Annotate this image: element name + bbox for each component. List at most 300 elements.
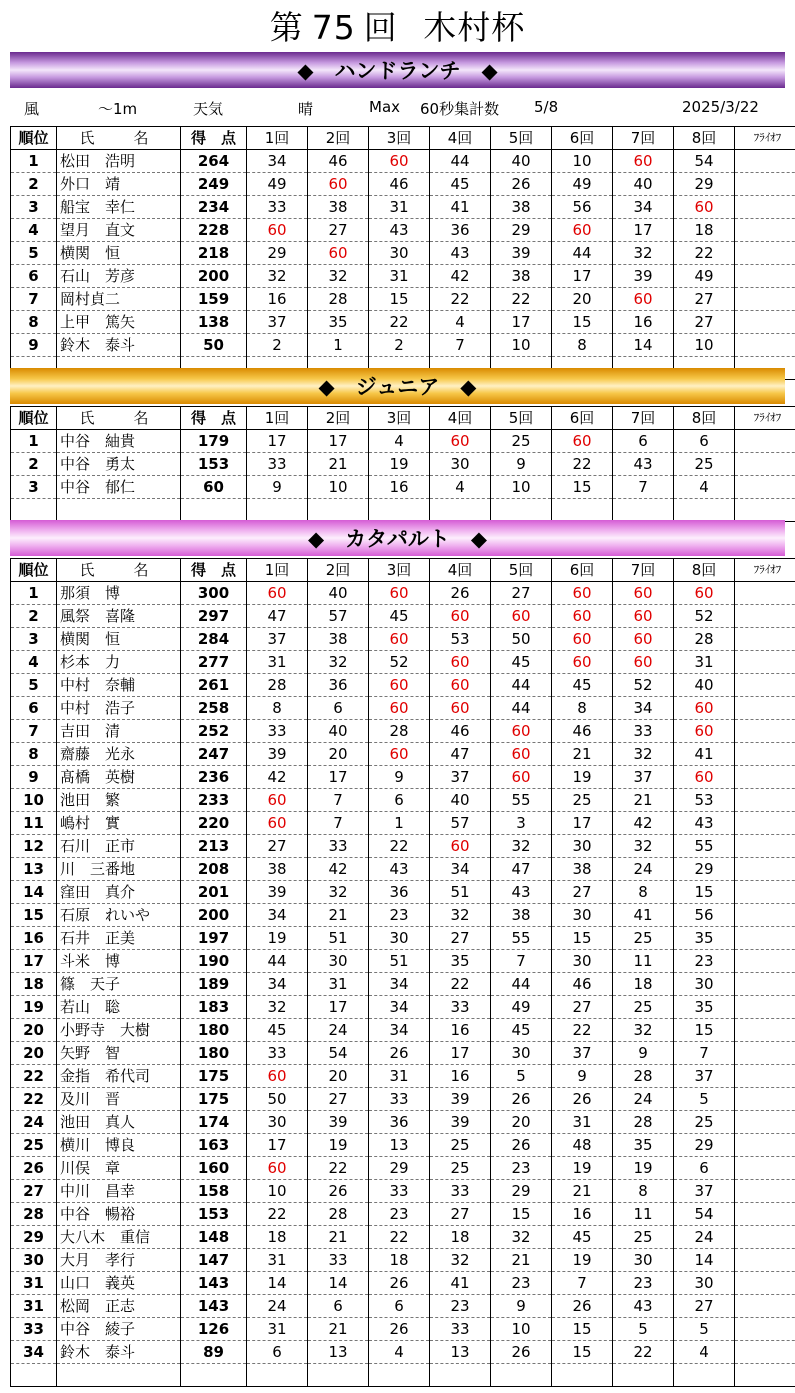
round-cell: 60 bbox=[674, 697, 735, 720]
round-cell: 60 bbox=[552, 651, 613, 674]
round-cell: 5 bbox=[613, 1318, 674, 1341]
flyoff-cell bbox=[735, 150, 795, 173]
flyoff-cell bbox=[735, 1019, 795, 1042]
round-cell: 10 bbox=[491, 334, 552, 357]
weather-label: 天気 bbox=[193, 100, 224, 118]
score-cell: 264 bbox=[181, 150, 247, 173]
name-cell: 外口 靖 bbox=[57, 173, 181, 196]
flyoff-cell bbox=[735, 430, 795, 453]
round-cell: 27 bbox=[430, 1203, 491, 1226]
name-cell: 中谷 郁仁 bbox=[57, 476, 181, 499]
round-cell: 17 bbox=[308, 766, 369, 789]
round-cell: 44 bbox=[430, 150, 491, 173]
round-cell: 39 bbox=[613, 265, 674, 288]
round-cell: 10 bbox=[247, 1180, 308, 1203]
round-cell: 24 bbox=[674, 1226, 735, 1249]
round-cell: 60 bbox=[369, 150, 430, 173]
name-cell: 矢野 智 bbox=[57, 1042, 181, 1065]
table-row bbox=[11, 1272, 795, 1295]
table-row bbox=[11, 1065, 795, 1088]
table-row bbox=[11, 789, 795, 812]
round-cell: 33 bbox=[247, 1042, 308, 1065]
flyoff-cell bbox=[735, 950, 795, 973]
flyoff-cell bbox=[735, 904, 795, 927]
round-cell: 1 bbox=[369, 812, 430, 835]
round-cell: 21 bbox=[552, 1180, 613, 1203]
flyoff-cell bbox=[735, 288, 795, 311]
header-round-8: 8回 bbox=[674, 407, 735, 430]
round-cell: 15 bbox=[552, 1341, 613, 1364]
table-row bbox=[11, 973, 795, 996]
score-cell: 148 bbox=[181, 1226, 247, 1249]
table-row bbox=[11, 1019, 795, 1042]
round-cell: 31 bbox=[369, 196, 430, 219]
flyoff-cell bbox=[735, 674, 795, 697]
name-cell: 横関 恒 bbox=[57, 628, 181, 651]
round-cell bbox=[430, 1364, 491, 1387]
round-cell: 9 bbox=[552, 1065, 613, 1088]
round-cell: 55 bbox=[674, 835, 735, 858]
table-row bbox=[11, 311, 795, 334]
rank-cell: 1 bbox=[11, 150, 57, 173]
round-cell: 34 bbox=[247, 150, 308, 173]
round-cell bbox=[247, 499, 308, 522]
round-cell: 26 bbox=[491, 1134, 552, 1157]
round-cell: 26 bbox=[491, 1341, 552, 1364]
score-cell: 153 bbox=[181, 1203, 247, 1226]
round-cell: 16 bbox=[430, 1065, 491, 1088]
round-cell: 44 bbox=[491, 973, 552, 996]
round-cell: 6 bbox=[308, 697, 369, 720]
round-cell: 60 bbox=[613, 628, 674, 651]
round-cell: 52 bbox=[613, 674, 674, 697]
round-cell: 34 bbox=[369, 1019, 430, 1042]
table-row bbox=[11, 499, 795, 522]
name-cell: 池田 繁 bbox=[57, 789, 181, 812]
score-cell bbox=[181, 499, 247, 522]
flyoff-cell bbox=[735, 1088, 795, 1111]
name-cell: 横川 博良 bbox=[57, 1134, 181, 1157]
round-cell: 10 bbox=[491, 1318, 552, 1341]
rank-cell: 2 bbox=[11, 173, 57, 196]
round-cell: 30 bbox=[674, 973, 735, 996]
round-cell: 33 bbox=[308, 835, 369, 858]
round-cell: 26 bbox=[430, 582, 491, 605]
round-cell: 45 bbox=[491, 651, 552, 674]
score-cell: 297 bbox=[181, 605, 247, 628]
round-cell: 25 bbox=[613, 1226, 674, 1249]
round-cell: 30 bbox=[308, 950, 369, 973]
round-cell: 51 bbox=[430, 881, 491, 904]
round-cell: 53 bbox=[674, 789, 735, 812]
round-cell: 32 bbox=[491, 835, 552, 858]
round-cell: 16 bbox=[247, 288, 308, 311]
round-cell: 33 bbox=[308, 1249, 369, 1272]
round-cell: 32 bbox=[430, 1249, 491, 1272]
round-cell: 17 bbox=[430, 1042, 491, 1065]
round-cell: 7 bbox=[491, 950, 552, 973]
round-cell: 30 bbox=[430, 453, 491, 476]
rank-cell: 31 bbox=[11, 1295, 57, 1318]
score-cell: 50 bbox=[181, 334, 247, 357]
round-cell: 17 bbox=[613, 219, 674, 242]
round-cell: 34 bbox=[369, 996, 430, 1019]
rank-cell: 8 bbox=[11, 311, 57, 334]
round-cell: 8 bbox=[613, 881, 674, 904]
round-cell: 27 bbox=[247, 835, 308, 858]
name-cell: 川 三番地 bbox=[57, 858, 181, 881]
round-cell: 31 bbox=[247, 1318, 308, 1341]
round-cell bbox=[308, 1364, 369, 1387]
round-cell: 21 bbox=[613, 789, 674, 812]
round-cell: 28 bbox=[674, 628, 735, 651]
round-cell: 30 bbox=[552, 950, 613, 973]
round-cell: 40 bbox=[674, 674, 735, 697]
round-cell: 34 bbox=[613, 697, 674, 720]
round-cell: 19 bbox=[552, 766, 613, 789]
table-row bbox=[11, 1249, 795, 1272]
table-row bbox=[11, 1203, 795, 1226]
round-cell bbox=[247, 1364, 308, 1387]
round-cell: 38 bbox=[491, 265, 552, 288]
score-cell: 163 bbox=[181, 1134, 247, 1157]
round-cell: 32 bbox=[491, 1226, 552, 1249]
round-cell: 60 bbox=[369, 674, 430, 697]
flyoff-cell bbox=[735, 651, 795, 674]
round-cell: 7 bbox=[430, 334, 491, 357]
round-cell: 60 bbox=[613, 582, 674, 605]
round-cell: 60 bbox=[430, 651, 491, 674]
round-cell: 35 bbox=[674, 927, 735, 950]
round-cell: 40 bbox=[308, 720, 369, 743]
round-cell: 16 bbox=[369, 476, 430, 499]
flyoff-cell bbox=[735, 697, 795, 720]
flyoff-cell bbox=[735, 1249, 795, 1272]
header-round-1: 1回 bbox=[247, 407, 308, 430]
score-cell: 200 bbox=[181, 265, 247, 288]
rank-cell: 2 bbox=[11, 605, 57, 628]
name-cell: 石井 正美 bbox=[57, 927, 181, 950]
round-cell: 29 bbox=[674, 858, 735, 881]
flyoff-cell bbox=[735, 453, 795, 476]
round-cell: 29 bbox=[674, 173, 735, 196]
round-cell: 29 bbox=[247, 242, 308, 265]
name-cell: 中谷 勇太 bbox=[57, 453, 181, 476]
round-cell: 35 bbox=[430, 950, 491, 973]
header-round-1: 1回 bbox=[247, 127, 308, 150]
round-cell: 33 bbox=[247, 720, 308, 743]
score-cell: 261 bbox=[181, 674, 247, 697]
round-cell bbox=[613, 1364, 674, 1387]
round-cell: 43 bbox=[369, 219, 430, 242]
round-cell: 32 bbox=[430, 904, 491, 927]
round-cell: 4 bbox=[369, 430, 430, 453]
round-cell: 10 bbox=[552, 150, 613, 173]
score-cell: 175 bbox=[181, 1088, 247, 1111]
name-cell: 杉本 力 bbox=[57, 651, 181, 674]
round-cell: 10 bbox=[491, 476, 552, 499]
round-cell: 60 bbox=[308, 173, 369, 196]
name-cell: 望月 直文 bbox=[57, 219, 181, 242]
round-cell: 6 bbox=[369, 1295, 430, 1318]
round-cell: 1 bbox=[308, 334, 369, 357]
name-cell: 松岡 正志 bbox=[57, 1295, 181, 1318]
round-cell: 15 bbox=[552, 927, 613, 950]
round-cell: 33 bbox=[369, 1088, 430, 1111]
rank-cell: 28 bbox=[11, 1203, 57, 1226]
rank-cell bbox=[11, 1364, 57, 1387]
rank-cell: 22 bbox=[11, 1065, 57, 1088]
round-cell: 60 bbox=[430, 835, 491, 858]
section-band-handlaunch bbox=[10, 52, 785, 88]
round-cell: 25 bbox=[430, 1157, 491, 1180]
name-cell: 松田 浩明 bbox=[57, 150, 181, 173]
round-cell: 9 bbox=[247, 476, 308, 499]
results-table-junior bbox=[10, 406, 795, 522]
score-cell: 147 bbox=[181, 1249, 247, 1272]
round-cell: 32 bbox=[308, 651, 369, 674]
round-cell: 22 bbox=[369, 1226, 430, 1249]
flyoff-cell bbox=[735, 881, 795, 904]
rank-cell: 4 bbox=[11, 219, 57, 242]
header-row bbox=[11, 559, 795, 582]
round-cell: 44 bbox=[552, 242, 613, 265]
round-cell: 49 bbox=[491, 996, 552, 1019]
round-cell: 39 bbox=[247, 881, 308, 904]
round-cell: 27 bbox=[674, 1295, 735, 1318]
round-cell: 42 bbox=[613, 812, 674, 835]
round-cell: 53 bbox=[430, 628, 491, 651]
table-row bbox=[11, 881, 795, 904]
header-flyoff: ﾌﾗｲｵﾌ bbox=[735, 127, 795, 150]
round-cell: 60 bbox=[491, 743, 552, 766]
flyoff-cell bbox=[735, 996, 795, 1019]
round-cell: 46 bbox=[552, 973, 613, 996]
round-cell: 26 bbox=[369, 1318, 430, 1341]
round-cell: 15 bbox=[369, 288, 430, 311]
round-cell: 13 bbox=[369, 1134, 430, 1157]
round-cell: 26 bbox=[491, 1088, 552, 1111]
table-row bbox=[11, 242, 795, 265]
flyoff-cell bbox=[735, 1203, 795, 1226]
header-round-8: 8回 bbox=[674, 127, 735, 150]
round-cell: 28 bbox=[308, 1203, 369, 1226]
round-cell: 60 bbox=[613, 651, 674, 674]
name-cell: 那須 博 bbox=[57, 582, 181, 605]
header-round-7: 7回 bbox=[613, 127, 674, 150]
score-cell: 236 bbox=[181, 766, 247, 789]
round-cell: 60 bbox=[430, 605, 491, 628]
round-cell: 43 bbox=[491, 881, 552, 904]
round-cell: 29 bbox=[491, 219, 552, 242]
round-cell: 21 bbox=[552, 743, 613, 766]
score-cell: 247 bbox=[181, 743, 247, 766]
round-cell: 45 bbox=[552, 674, 613, 697]
round-cell: 6 bbox=[369, 789, 430, 812]
round-cell: 38 bbox=[247, 858, 308, 881]
name-cell: 中谷 綾子 bbox=[57, 1318, 181, 1341]
round-cell: 24 bbox=[247, 1295, 308, 1318]
page-title bbox=[0, 8, 795, 48]
round-cell: 30 bbox=[491, 1042, 552, 1065]
flyoff-cell bbox=[735, 766, 795, 789]
round-cell: 16 bbox=[613, 311, 674, 334]
rank-cell: 26 bbox=[11, 1157, 57, 1180]
header-round-2: 2回 bbox=[308, 559, 369, 582]
rank-cell: 22 bbox=[11, 1088, 57, 1111]
score-cell: 252 bbox=[181, 720, 247, 743]
round-cell: 43 bbox=[430, 242, 491, 265]
rank-cell: 31 bbox=[11, 1272, 57, 1295]
rank-cell: 30 bbox=[11, 1249, 57, 1272]
table-row bbox=[11, 766, 795, 789]
flyoff-cell bbox=[735, 1295, 795, 1318]
round-cell bbox=[491, 499, 552, 522]
name-cell: 横関 恒 bbox=[57, 242, 181, 265]
round-cell: 37 bbox=[247, 311, 308, 334]
round-cell: 4 bbox=[369, 1341, 430, 1364]
table-row bbox=[11, 150, 795, 173]
round-cell: 38 bbox=[552, 858, 613, 881]
round-cell: 32 bbox=[308, 265, 369, 288]
round-cell: 45 bbox=[247, 1019, 308, 1042]
table-row bbox=[11, 334, 795, 357]
name-cell: 岡村貞二 bbox=[57, 288, 181, 311]
round-cell: 6 bbox=[613, 430, 674, 453]
flyoff-cell bbox=[735, 743, 795, 766]
round-cell: 41 bbox=[430, 1272, 491, 1295]
table-row bbox=[11, 476, 795, 499]
flyoff-cell bbox=[735, 334, 795, 357]
round-cell: 18 bbox=[613, 973, 674, 996]
round-cell: 5 bbox=[491, 1065, 552, 1088]
round-cell: 26 bbox=[369, 1042, 430, 1065]
round-cell: 27 bbox=[674, 311, 735, 334]
round-cell bbox=[552, 1364, 613, 1387]
round-cell: 4 bbox=[674, 1341, 735, 1364]
name-cell: 風祭 喜隆 bbox=[57, 605, 181, 628]
rank-cell: 8 bbox=[11, 743, 57, 766]
round-cell: 47 bbox=[247, 605, 308, 628]
round-cell: 43 bbox=[613, 453, 674, 476]
round-cell: 14 bbox=[674, 1249, 735, 1272]
round-cell: 27 bbox=[430, 927, 491, 950]
round-cell: 17 bbox=[308, 430, 369, 453]
count-value: 5/8 bbox=[534, 98, 559, 116]
table-row bbox=[11, 173, 795, 196]
header-round-4: 4回 bbox=[430, 407, 491, 430]
table-row bbox=[11, 904, 795, 927]
round-cell: 4 bbox=[674, 476, 735, 499]
flyoff-cell bbox=[735, 1341, 795, 1364]
rank-cell: 25 bbox=[11, 1134, 57, 1157]
name-cell: 鈴木 泰斗 bbox=[57, 334, 181, 357]
header-rank: 順位 bbox=[11, 559, 57, 582]
name-cell: 石原 れいや bbox=[57, 904, 181, 927]
round-cell: 8 bbox=[552, 334, 613, 357]
round-cell: 39 bbox=[247, 743, 308, 766]
round-cell: 9 bbox=[491, 453, 552, 476]
round-cell: 35 bbox=[674, 996, 735, 1019]
rank-cell: 2 bbox=[11, 453, 57, 476]
round-cell: 2 bbox=[247, 334, 308, 357]
score-cell: 220 bbox=[181, 812, 247, 835]
round-cell: 49 bbox=[247, 173, 308, 196]
score-cell: 249 bbox=[181, 173, 247, 196]
round-cell: 60 bbox=[247, 1065, 308, 1088]
round-cell bbox=[674, 1364, 735, 1387]
table-row bbox=[11, 927, 795, 950]
score-cell: 138 bbox=[181, 311, 247, 334]
name-cell: 船宝 幸仁 bbox=[57, 196, 181, 219]
name-cell: 齋藤 光永 bbox=[57, 743, 181, 766]
round-cell: 55 bbox=[491, 927, 552, 950]
round-cell: 30 bbox=[369, 927, 430, 950]
name-cell: 中谷 暢裕 bbox=[57, 1203, 181, 1226]
score-cell: 218 bbox=[181, 242, 247, 265]
score-cell: 179 bbox=[181, 430, 247, 453]
round-cell: 50 bbox=[491, 628, 552, 651]
round-cell: 28 bbox=[308, 288, 369, 311]
header-name: 氏 名 bbox=[57, 127, 181, 150]
round-cell: 11 bbox=[613, 1203, 674, 1226]
round-cell: 28 bbox=[247, 674, 308, 697]
score-cell: 159 bbox=[181, 288, 247, 311]
round-cell: 18 bbox=[369, 1249, 430, 1272]
round-cell: 60 bbox=[247, 582, 308, 605]
round-cell: 20 bbox=[308, 1065, 369, 1088]
header-round-6: 6回 bbox=[552, 127, 613, 150]
name-cell: 金指 希代司 bbox=[57, 1065, 181, 1088]
round-cell: 28 bbox=[613, 1065, 674, 1088]
round-cell: 22 bbox=[674, 242, 735, 265]
round-cell: 25 bbox=[430, 1134, 491, 1157]
round-cell: 22 bbox=[369, 311, 430, 334]
score-cell bbox=[181, 1364, 247, 1387]
round-cell: 60 bbox=[369, 628, 430, 651]
round-cell: 60 bbox=[552, 430, 613, 453]
name-cell: 上甲 篤矢 bbox=[57, 311, 181, 334]
rank-cell: 6 bbox=[11, 265, 57, 288]
round-cell: 32 bbox=[613, 1019, 674, 1042]
round-cell: 15 bbox=[552, 476, 613, 499]
table-row bbox=[11, 697, 795, 720]
round-cell: 51 bbox=[308, 927, 369, 950]
round-cell: 46 bbox=[369, 173, 430, 196]
header-round-2: 2回 bbox=[308, 407, 369, 430]
rank-cell: 29 bbox=[11, 1226, 57, 1249]
name-cell bbox=[57, 1364, 181, 1387]
round-cell: 15 bbox=[552, 1318, 613, 1341]
round-cell: 36 bbox=[308, 674, 369, 697]
table-row bbox=[11, 835, 795, 858]
round-cell: 52 bbox=[369, 651, 430, 674]
round-cell: 35 bbox=[308, 311, 369, 334]
section-band-catapult bbox=[10, 520, 785, 556]
round-cell: 29 bbox=[369, 1157, 430, 1180]
round-cell: 35 bbox=[613, 1134, 674, 1157]
round-cell: 26 bbox=[491, 173, 552, 196]
round-cell: 36 bbox=[369, 881, 430, 904]
round-cell: 46 bbox=[430, 720, 491, 743]
score-cell: 153 bbox=[181, 453, 247, 476]
rank-cell: 18 bbox=[11, 973, 57, 996]
round-cell: 46 bbox=[308, 150, 369, 173]
round-cell bbox=[369, 499, 430, 522]
round-cell: 13 bbox=[308, 1341, 369, 1364]
rank-cell: 7 bbox=[11, 288, 57, 311]
round-cell: 41 bbox=[613, 904, 674, 927]
